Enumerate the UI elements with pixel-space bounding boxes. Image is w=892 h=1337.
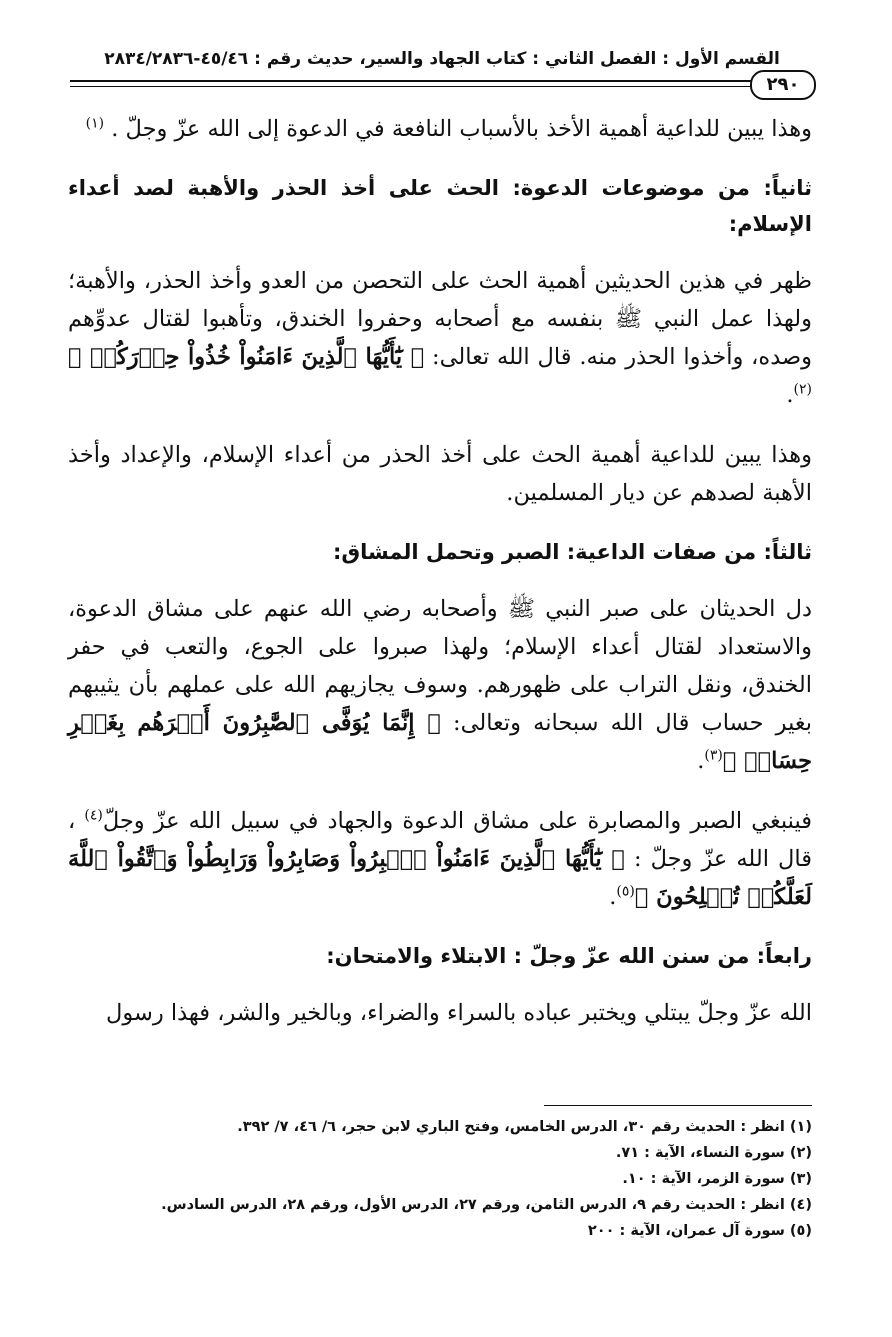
footnote-2: (٢) سورة النساء، الآية : ٧١. [615,1145,812,1161]
paragraph-2: ظهر في هذين الحديثين أهمية الحث على التحصن من العدو وأخذ الحذر، والأهبة؛ ولهذا عمل النبي ﷺ بنفسه مع أصحابه وحفروا الخندق، وتأهبوا لقتال عدوِّهم وصده، وأخذوا الحذر منه. قال الله تعالى: ﴿ يَٰٓأَيُّهَا ٱلَّذِينَ ءَامَنُواْ خُذُواْ حِذۡرَكُمۡ ﴾$^{(٢)}$. [68,268,812,408]
quran-verse-1: ﴿ يَٰٓأَيُّهَا ٱلَّذِينَ ءَامَنُواْ خُذُواْ حِذۡرَكُمۡ ﴾ [68,344,425,370]
footnote-rule [544,1105,812,1106]
paragraph-3: وهذا يبين للداعية أهمية الحث على أخذ الحذر من أعداء الإسلام، والإعداد وأخذ الأهبة لصدهم عن ديار المسلمين. [68,442,812,506]
section-heading-4: رابعاً: من سنن الله عزّ وجلّ : الابتلاء والامتحان: [326,944,812,968]
footnote-ref-5: (٥) [616,883,635,900]
page-number: ٢٩٠ [750,70,816,100]
section-heading-2: ثانياً: من موضوعات الدعوة: الحث على أخذ الحذر والأهبة لصد أعداء الإسلام: [68,176,812,236]
quran-verse-2: ﴿ إِنَّمَا يُوَفَّى ٱلصَّٰبِرُونَ أَجۡرَهُم بِغَيۡرِ حِسَابٖ ﴾ [68,710,812,774]
header-rule [70,80,760,82]
body-text [68,110,812,1054]
footnotes [70,1114,812,1244]
footnote-1: (١) انظر : الحديث رقم ٣٠، الدرس الخامس، وفتح الباري لابن حجر، ٦/ ٤٦، ٧/ ٣٩٢. [237,1119,812,1135]
footnote-ref-4: (٤) [84,807,103,824]
paragraph-4-text: دل الحديثان على صبر النبي ﷺ وأصحابه رضي الله عنهم على مشاق الدعوة، والاستعداد لقتال أعداء الإسلام؛ ولهذا صبروا على الجوع، والتعب في حفر الخندق، ونقل التراب على ظهورهم. وسوف يجازيهم الله على عملهم بأن يثيبهم بغير حساب قال الله سبحانه وتعالى: [68,596,812,736]
footnote-5: (٥) سورة آل عمران، الآية : ٢٠٠ [587,1223,812,1239]
paragraph-1-text: وهذا يبين للداعية أهمية الأخذ بالأسباب النافعة في الدعوة إلى الله عزّ وجلّ [125,116,812,142]
paragraph-5: فينبغي الصبر والمصابرة على مشاق الدعوة والجهاد في سبيل الله عزّ وجلّ$^{(٤)}$ ، قال الله عزّ وجلّ : ﴿ يَٰٓأَيُّهَا ٱلَّذِينَ ءَامَنُواْ ٱصۡبِرُواْ وَصَابِرُواْ وَرَابِطُواْ وَٱتَّقُواْ ٱللَّهَ لَعَلَّكُمۡ تُفۡلِحُونَ ﴾$^{(٥)}$. [68,807,812,910]
paragraph-5-text-b: ، قال الله عزّ وجلّ : [68,808,812,872]
header-rule-thin [70,86,760,87]
footnote-ref-3: (٣) [704,747,723,764]
paragraph-4: دل الحديثان على صبر النبي ﷺ وأصحابه رضي الله عنهم على مشاق الدعوة، والاستعداد لقتال أعداء الإسلام؛ ولهذا صبروا على الجوع، والتعب في حفر الخندق، ونقل التراب على ظهورهم. وسوف يجازيهم الله على عملهم بأن يثيبهم بغير حساب قال الله سبحانه وتعالى: ﴿ إِنَّمَا يُوَفَّى ٱلصَّٰبِرُونَ أَجۡرَهُم بِغَيۡرِ حِسَابٖ ﴾$^{(٣)}$. [68,596,812,774]
paragraph-6: الله عزّ وجلّ يبتلي ويختبر عباده بالسراء والضراء، وبالخير والشر، فهذا رسول [106,1000,812,1026]
footnote-ref-2: (٢) [793,381,812,398]
paragraph-5-text: فينبغي الصبر والمصابرة على مشاق الدعوة والجهاد في سبيل الله عزّ وجلّ [102,808,812,834]
running-header: القسم الأول : الفصل الثاني : كتاب الجهاد والسير، حديث رقم : ٤٥/٤٦-٢٨٣٤/٢٨٣٦ [104,49,780,69]
paragraph-2-text: ظهر في هذين الحديثين أهمية الحث على التحصن من العدو وأخذ الحذر، والأهبة؛ ولهذا عمل النبي ﷺ بنفسه مع أصحابه وحفروا الخندق، وتأهبوا لقتال عدوِّهم وصده، وأخذوا الحذر منه. قال الله تعالى: [68,268,812,370]
footnote-3: (٣) سورة الزمر، الآية : ١٠. [622,1171,812,1187]
section-heading-3: ثالثاً: من صفات الداعية: الصبر وتحمل المشاق: [332,540,812,564]
footnote-4: (٤) انظر : الحديث رقم ٩، الدرس الثامن، ورقم ٢٧، الدرس الأول، ورقم ٢٨، الدرس السادس. [161,1197,812,1213]
paragraph-1: وهذا يبين للداعية أهمية الأخذ بالأسباب النافعة في الدعوة إلى الله عزّ وجلّ . $^{(١)}$ [85,115,812,142]
quran-verse-3: ﴿ يَٰٓأَيُّهَا ٱلَّذِينَ ءَامَنُواْ ٱصۡبِرُواْ وَصَابِرُواْ وَرَابِطُواْ وَٱتَّقُواْ ٱللَّهَ لَعَلَّكُمۡ تُفۡلِحُونَ ﴾ [68,846,812,910]
footnote-ref-1: (١) [85,115,105,132]
